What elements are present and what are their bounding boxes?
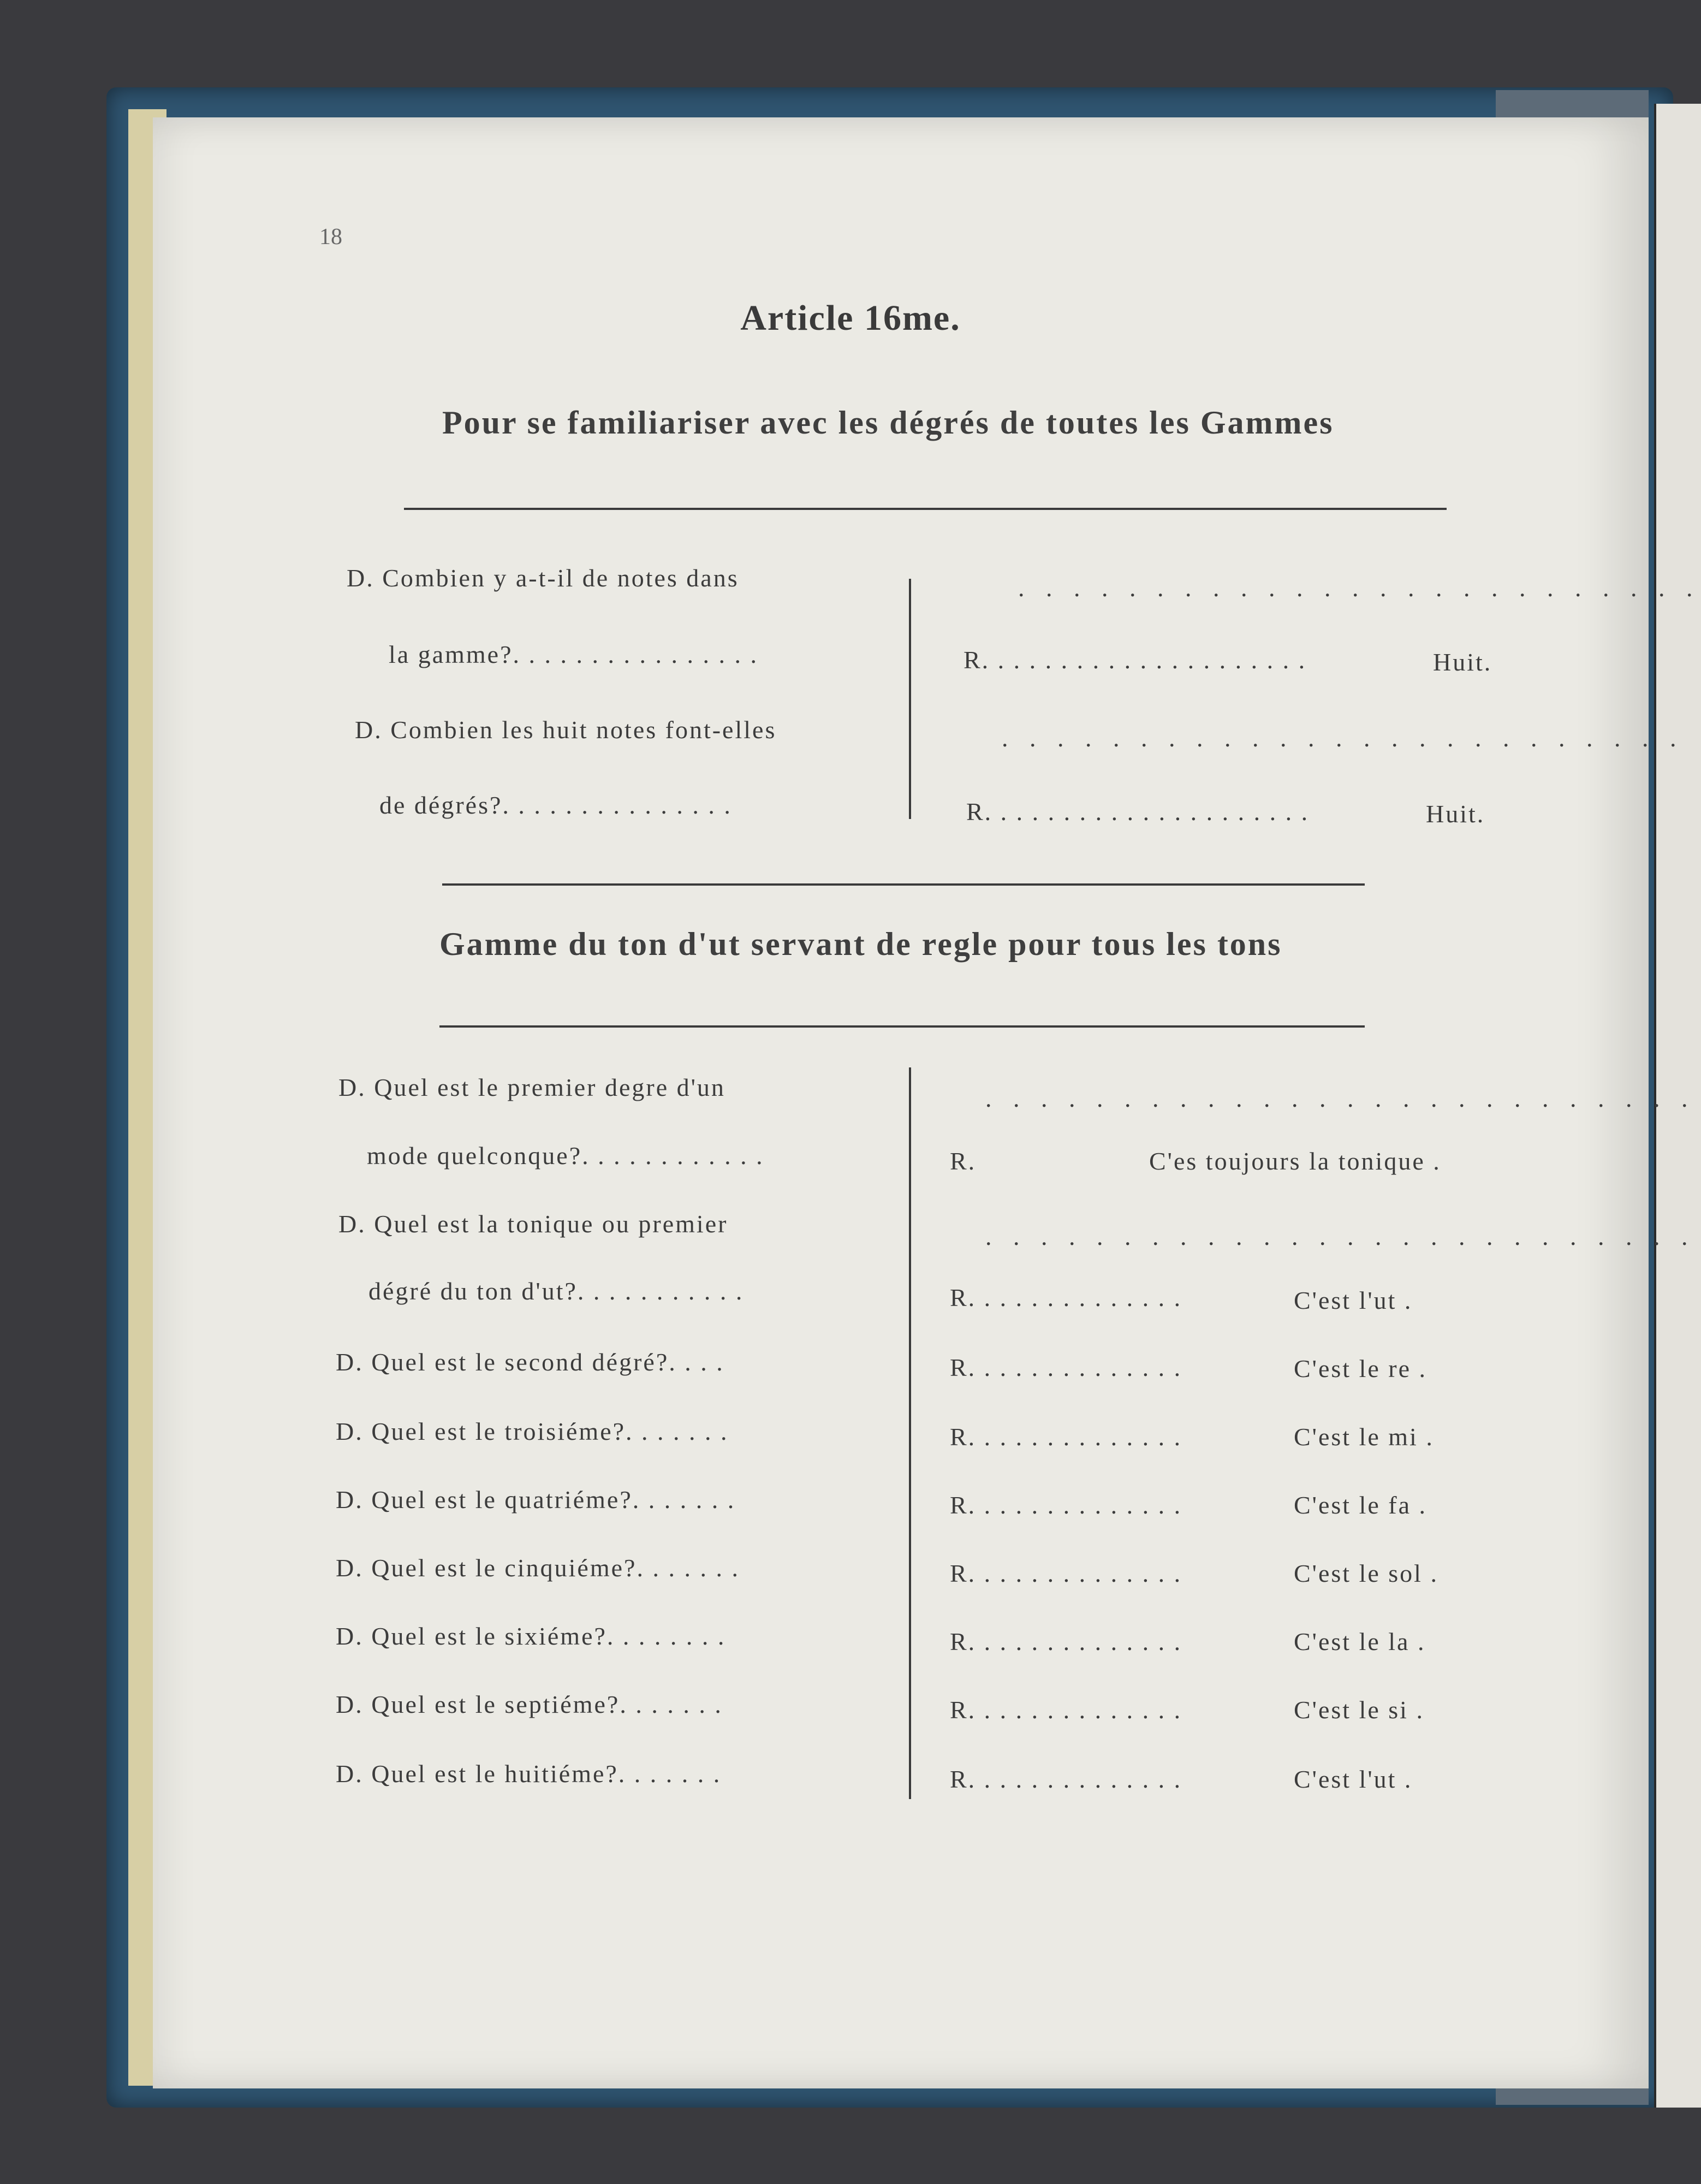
column-divider <box>909 579 911 819</box>
answer-leader: . . . . . . . . . . . . . . . . . . . . . . . . . . <box>985 1084 1696 1112</box>
answer-text: C'est l'ut . <box>1294 1286 1413 1314</box>
answer-prefix: R. . . . . . . . . . . . . . <box>950 1696 1182 1724</box>
question-line: D. Quel est le premier degre d'un <box>338 1073 725 1101</box>
answer-text: C'es toujours la tonique . <box>1149 1147 1441 1175</box>
horizontal-rule <box>404 508 1447 510</box>
question-line: mode quelconque?. . . . . . . . . . . . <box>367 1142 764 1170</box>
answer-text: Huit. <box>1426 800 1485 828</box>
answer-text: Huit. <box>1433 648 1492 676</box>
section-title: Gamme du ton d'ut servant de regle pour tous les tons <box>439 926 1282 962</box>
answer-prefix: R. . . . . . . . . . . . . . <box>950 1559 1182 1587</box>
answer-text: C'est le sol . <box>1294 1559 1438 1587</box>
answer-prefix: R. . . . . . . . . . . . . . <box>950 1491 1182 1519</box>
answer-prefix: R. . . . . . . . . . . . . . . . . . . . . <box>966 798 1310 826</box>
answer-text: C'est le si . <box>1294 1696 1424 1724</box>
article-title: Article 16me. <box>740 298 961 338</box>
question-line: D. Combien y a-t-il de notes dans <box>347 564 739 592</box>
question-line: de dégrés?. . . . . . . . . . . . . . . <box>379 791 732 819</box>
answer-text: C'est le re . <box>1294 1355 1428 1382</box>
answer-prefix: R. . . . . . . . . . . . . . <box>950 1354 1182 1381</box>
answer-prefix: R. . . . . . . . . . . . . . . . . . . . . <box>963 646 1307 674</box>
horizontal-rule <box>442 883 1365 886</box>
question-line: la gamme?. . . . . . . . . . . . . . . . <box>389 640 759 668</box>
answer-prefix: R. <box>950 1147 977 1175</box>
question-line: D. Quel est le troisiéme?. . . . . . . <box>336 1417 729 1445</box>
question-line: D. Quel est le sixiéme?. . . . . . . . <box>336 1622 726 1650</box>
question-line: D. Quel est le second dégré?. . . . <box>336 1348 724 1376</box>
question-line: D. Quel est le huitiéme?. . . . . . . <box>336 1760 722 1788</box>
answer-prefix: R. . . . . . . . . . . . . . <box>950 1628 1182 1655</box>
answer-prefix: R. . . . . . . . . . . . . . <box>950 1423 1182 1451</box>
question-line: D. Quel est le cinquiéme?. . . . . . . <box>336 1554 740 1582</box>
answer-text: C'est le la . <box>1294 1628 1426 1655</box>
answer-prefix: R. . . . . . . . . . . . . . <box>950 1284 1182 1311</box>
question-line: dégré du ton d'ut?. . . . . . . . . . . <box>368 1277 744 1305</box>
answer-leader: . . . . . . . . . . . . . . . . . . . . . . . . . <box>1002 724 1684 752</box>
answer-text: C'est le fa . <box>1294 1491 1428 1519</box>
answer-prefix: R. . . . . . . . . . . . . . <box>950 1765 1182 1793</box>
answer-leader: . . . . . . . . . . . . . . . . . . . . . . . . . . <box>985 1222 1696 1250</box>
page-number: 18 <box>319 224 342 250</box>
answer-text: C'est l'ut . <box>1294 1765 1413 1793</box>
column-divider <box>909 1067 911 1799</box>
answer-leader: . . . . . . . . . . . . . . . . . . . . . . . . . <box>1018 574 1700 602</box>
horizontal-rule <box>439 1025 1365 1028</box>
answer-text: C'est le mi . <box>1294 1423 1434 1451</box>
question-line: D. Quel est le septiéme?. . . . . . . <box>336 1690 723 1718</box>
section-title: Pour se familiariser avec les dégrés de toutes les Gammes <box>442 405 1334 441</box>
question-line: D. Quel est le quatriéme?. . . . . . . <box>336 1486 736 1514</box>
question-line: D. Quel est la tonique ou premier <box>338 1210 728 1238</box>
question-line: D. Combien les huit notes font-elles <box>355 716 777 744</box>
